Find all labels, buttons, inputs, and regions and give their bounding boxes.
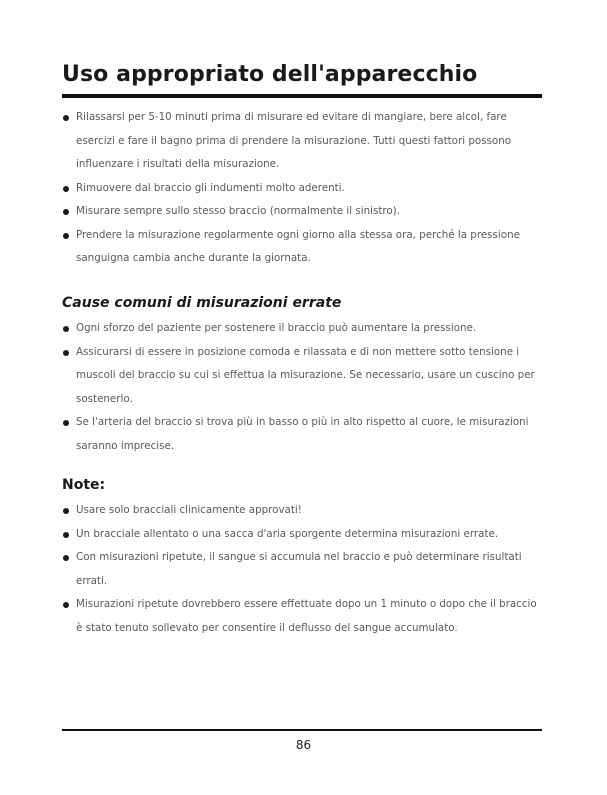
causes-heading: Cause comuni di misurazioni errate xyxy=(62,295,342,311)
notes-heading: Note: xyxy=(62,477,106,493)
causes-list xyxy=(62,317,544,458)
list-item: Assicurarsi di essere in posizione comoda e rilassata e di non mettere sotto tensione i muscoli del braccio su cui si effettua la misurazione. Se necessario, usare un cuscino per sostenerlo. xyxy=(62,341,544,412)
page-number: 86 xyxy=(295,738,312,752)
intro-list xyxy=(62,106,544,271)
causes-section xyxy=(62,293,544,458)
list-item: Prendere la misurazione regolarmente ogni giorno alla stessa ora, perché la pressione sanguigna cambia anche durante la giornata. xyxy=(62,224,544,271)
list-item: Ogni sforzo del paziente per sostenere il braccio può aumentare la pressione. xyxy=(62,317,544,341)
list-item: Con misurazioni ripetute, il sangue si accumula nel braccio e può determinare risultati errati. xyxy=(62,546,544,593)
list-item: Un bracciale allentato o una sacca d'aria sporgente determina misurazioni errate. xyxy=(62,523,544,547)
list-item: Misurazioni ripetute dovrebbero essere effettuate dopo un 1 minuto o dopo che il braccio è stato tenuto sollevato per consentire il deflusso del sangue accumulato. xyxy=(62,593,544,640)
list-item: Misurare sempre sullo stesso braccio (normalmente il sinistro). xyxy=(62,200,544,224)
list-item: Rilassarsi per 5-10 minuti prima di misurare ed evitare di mangiare, bere alcol, fare esercizi e fare il bagno prima di prendere la misurazione. Tutti questi fattori possono influenzare i risultati della misurazione. xyxy=(62,106,544,177)
footer-divider xyxy=(62,729,542,731)
list-item: Se l'arteria del braccio si trova più in basso o più in alto rispetto al cuore, le misurazioni saranno imprecise. xyxy=(62,411,544,458)
list-item: Usare solo bracciali clinicamente approvati! xyxy=(62,499,544,523)
intro-section xyxy=(62,106,544,271)
title-divider xyxy=(62,94,542,98)
notes-list xyxy=(62,499,544,640)
page-title: Uso appropriato dell'apparecchio xyxy=(62,62,478,87)
notes-section xyxy=(62,475,544,640)
list-item: Rimuovere dal braccio gli indumenti molto aderenti. xyxy=(62,177,544,201)
